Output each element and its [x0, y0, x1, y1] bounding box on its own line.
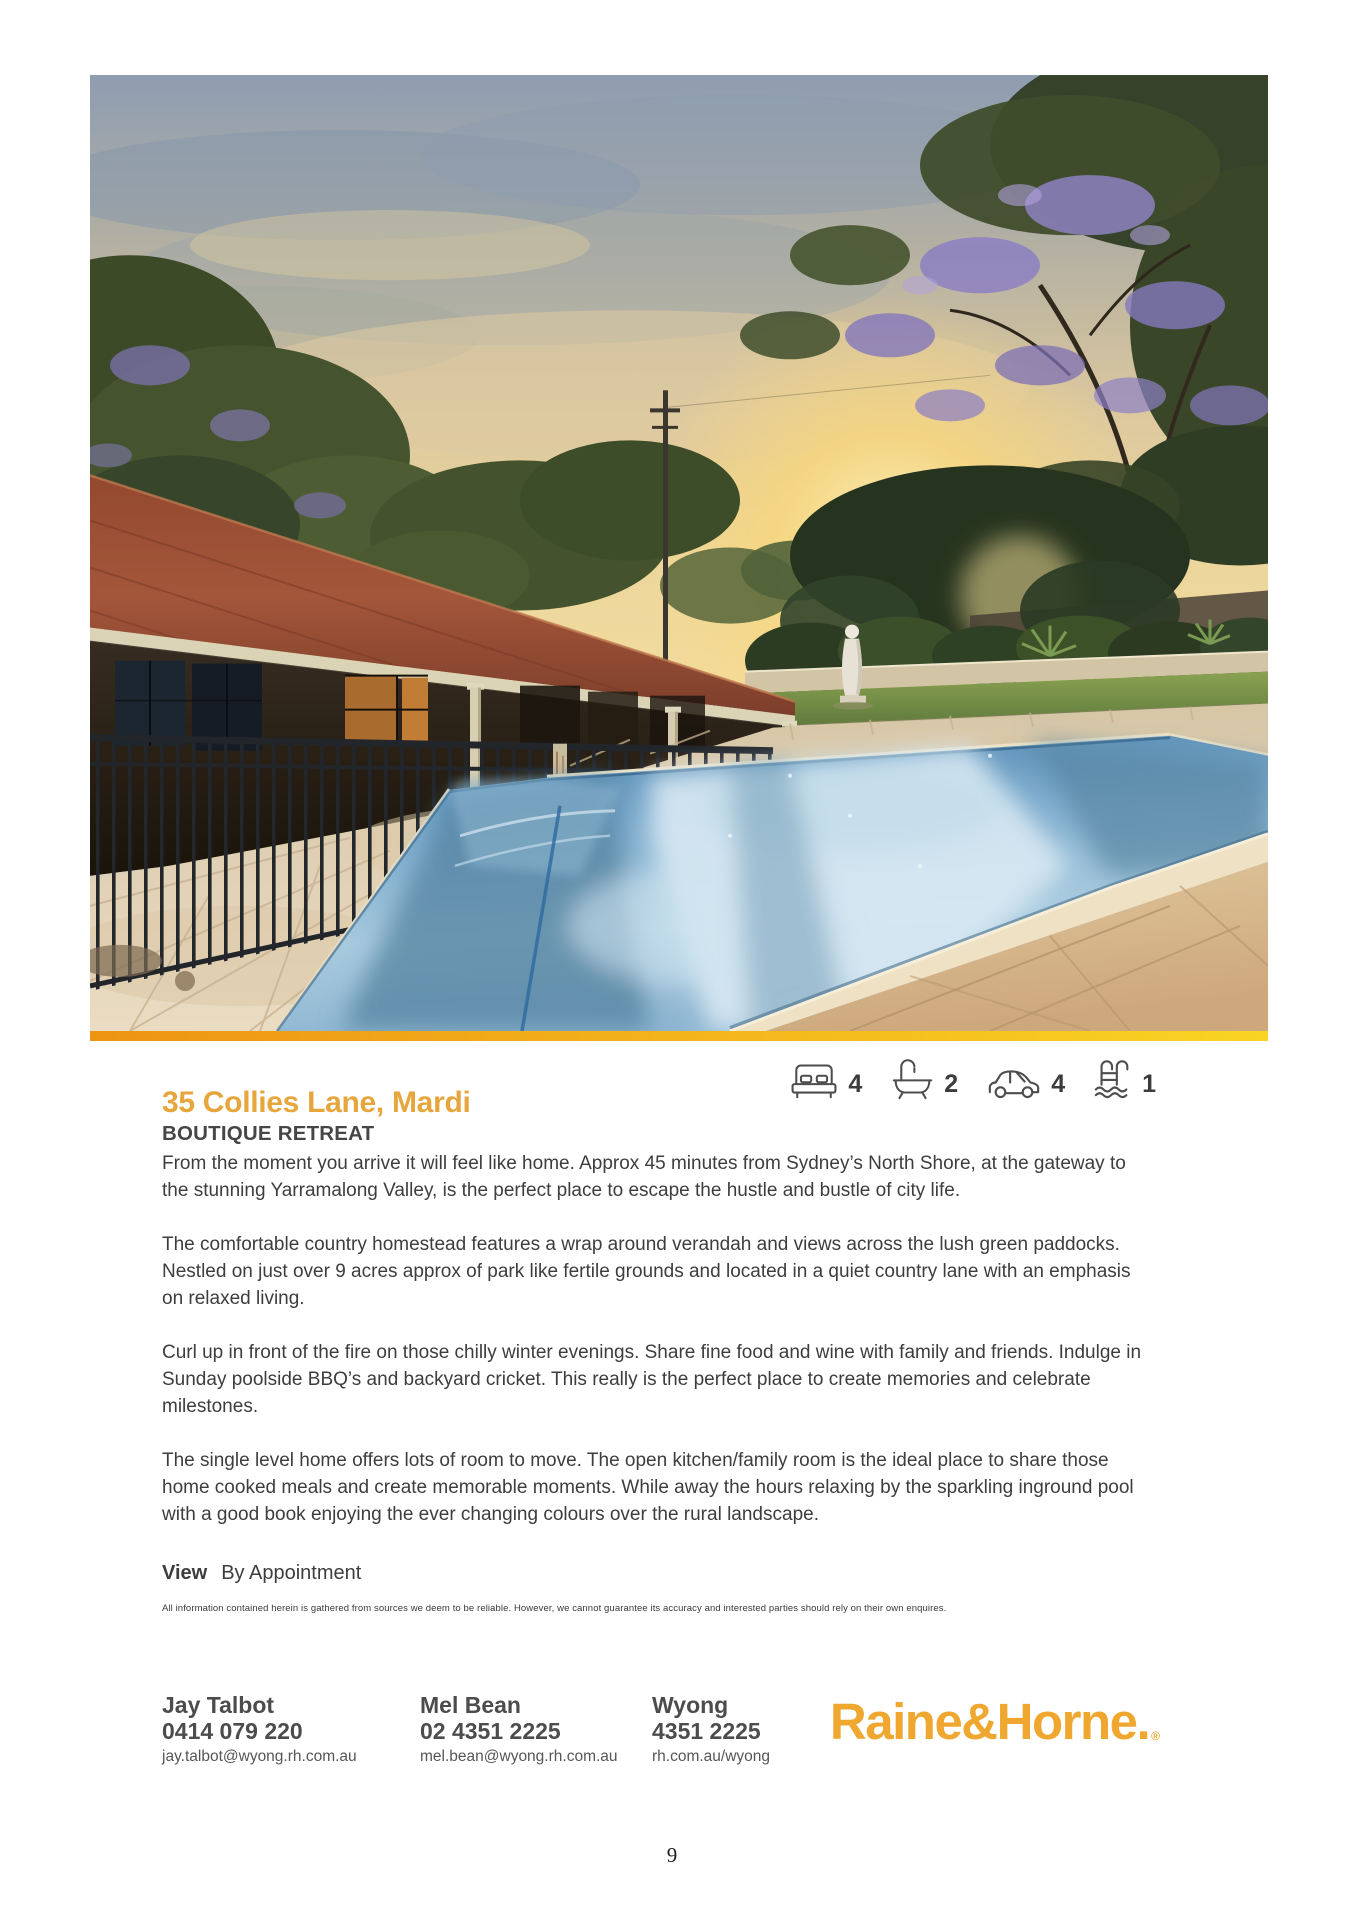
contact-agent-1 — [162, 1692, 420, 1767]
property-photo — [90, 75, 1268, 1031]
agent-email-link[interactable]: mel.bean@wyong.rh.com.au — [420, 1748, 618, 1765]
agent-name: Mel Bean — [420, 1692, 521, 1718]
pool-count: 1 — [1142, 1070, 1156, 1098]
bedrooms-feature — [788, 1059, 862, 1100]
listing-copy — [162, 1122, 1152, 1614]
agent-phone: 0414 079 220 — [162, 1718, 303, 1744]
office-website-link[interactable]: rh.com.au/wyong — [652, 1748, 771, 1765]
agent-phone: 02 4351 2225 — [420, 1718, 561, 1744]
office-name: Wyong — [652, 1692, 729, 1718]
view-label: View — [162, 1562, 208, 1584]
contact-office — [652, 1692, 770, 1767]
car-spaces-feature — [985, 1065, 1065, 1100]
contact-agent-2 — [420, 1692, 652, 1767]
car-spaces-count: 4 — [1051, 1070, 1066, 1098]
bedrooms-count: 4 — [848, 1070, 863, 1098]
agent-name: Jay Talbot — [162, 1692, 275, 1718]
listing-paragraph: The comfortable country homestead features a wrap around verandah and views across the lush green paddocks. Nestled on just over 9 acres approx of park like fertile grounds and located in a quiet country lane with an emphasis on relaxed living. — [162, 1234, 1131, 1309]
bath-icon — [889, 1057, 936, 1100]
view-value: By Appointment — [221, 1562, 362, 1584]
pool-feature — [1092, 1056, 1156, 1100]
listing-paragraph: The single level home offers lots of room to move. The open kitchen/family room is the ideal place to share those home cooked meals and create memorable moments. While away the hours relaxing by the sparkling inground pool with a good book enjoying the ever changing colours over the rural landscape. — [162, 1450, 1134, 1525]
bed-icon — [788, 1059, 840, 1100]
registered-trademark-mark: ® — [1151, 1729, 1160, 1743]
office-phone: 4351 2225 — [652, 1718, 761, 1744]
listing-headline: BOUTIQUE RETREAT — [162, 1122, 375, 1145]
property-photo-illustration — [90, 75, 1268, 1031]
logo-text: Raine&Horne. — [829, 1693, 1150, 1750]
pool-icon — [1092, 1056, 1134, 1100]
disclaimer-text: All information contained herein is gathered from sources we deem to be reliable. However, we cannot guarantee its accuracy and interested parties should rely on their own enquires. — [162, 1603, 947, 1614]
contact-columns — [162, 1692, 770, 1767]
bathrooms-count: 2 — [944, 1070, 959, 1098]
page-number: 9 — [666, 1843, 678, 1867]
property-address: 35 Collies Lane, Mardi — [162, 1086, 471, 1120]
raine-and-horne-logo — [829, 1693, 1160, 1750]
brand-gradient-divider — [90, 1031, 1268, 1041]
bathrooms-feature — [889, 1057, 958, 1100]
agent-email-link[interactable]: jay.talbot@wyong.rh.com.au — [162, 1748, 357, 1765]
listing-paragraph: Curl up in front of the fire on those chilly winter evenings. Share fine food and wine with family and friends. Indulge in Sunday poolside BBQ’s and backyard cricket. This really is the perfect place to create memories and celebrate milestones. — [162, 1342, 1142, 1417]
car-icon — [985, 1065, 1043, 1100]
listing-paragraph: From the moment you arrive it will feel like home. Approx 45 minutes from Sydney’s North Shore, at the gateway to the stunning Yarramalong Valley, is the perfect place to escape the hustle and bustle of city life. — [162, 1153, 1126, 1201]
view-line — [162, 1562, 1152, 1585]
property-features — [788, 1056, 1156, 1100]
